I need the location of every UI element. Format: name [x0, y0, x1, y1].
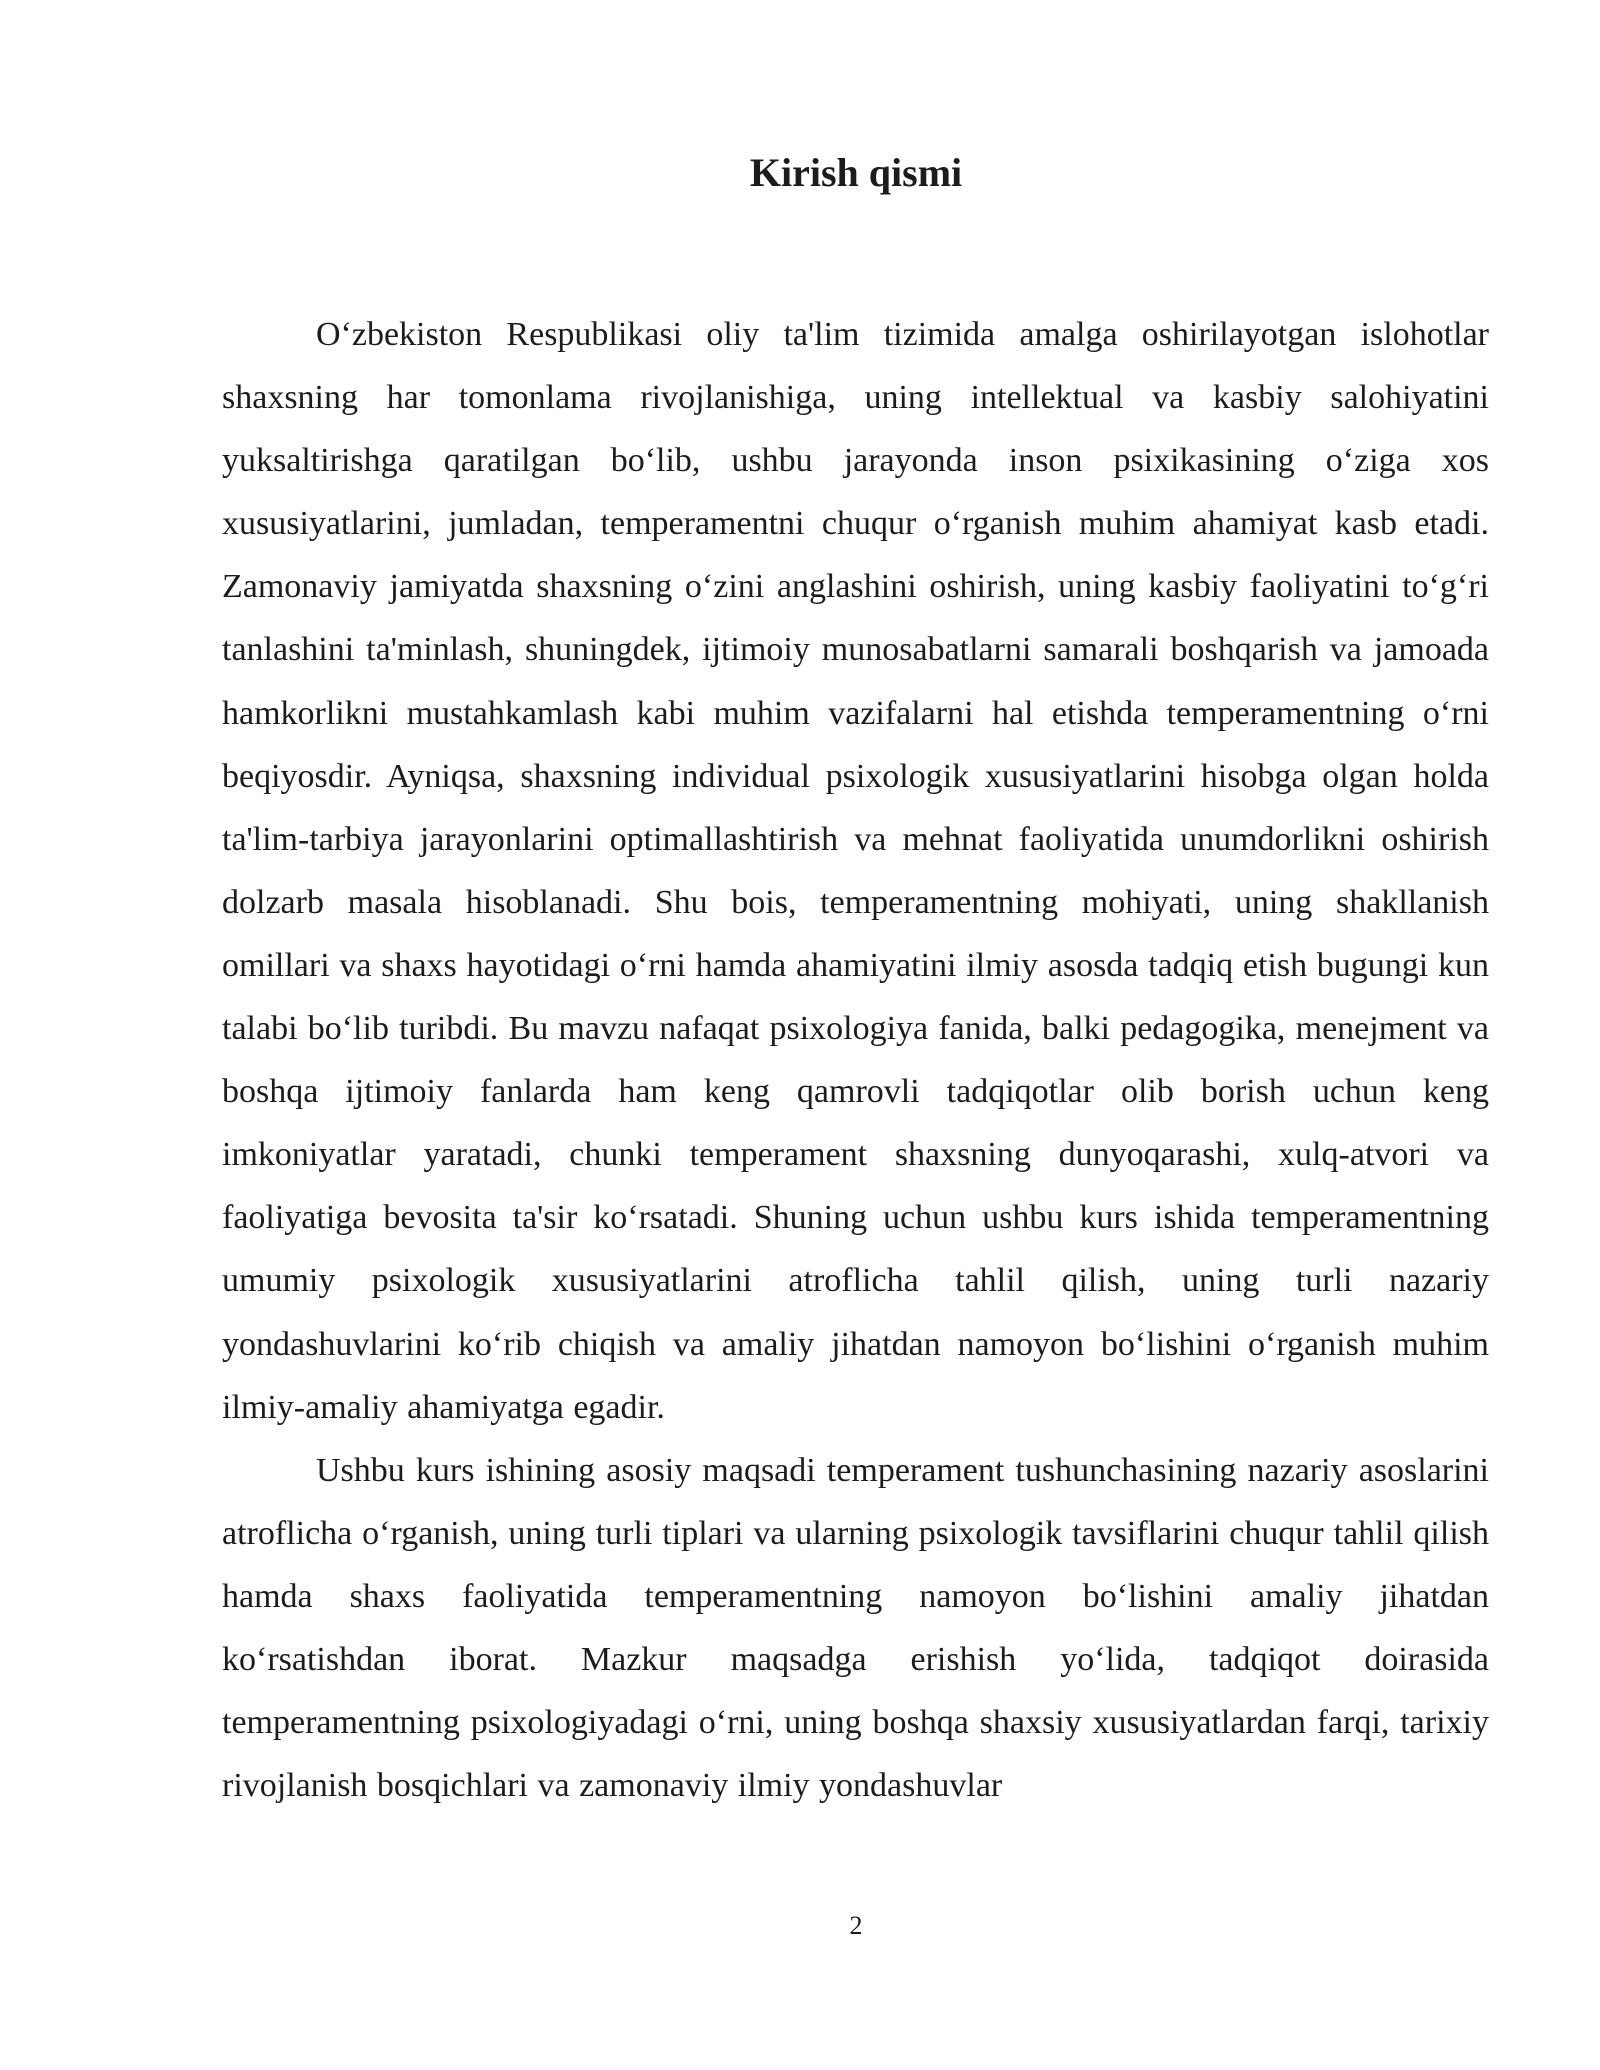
page-title: Kirish qismi: [749, 150, 963, 195]
body-text: [222, 303, 1489, 1817]
paragraph-2: Ushbu kurs ishining asosiy maqsadi temperament tushunchasining nazariy asoslarini atroflicha o‘rganish, uning turli tiplari va ularning psixologik tavsiflarini chuqur tahlil qilish hamda shaxs faoliyatida temperamentning namoyon bo‘lishini amaliy jihatdan ko‘rsatishdan iborat. Mazkur maqsadga erishish yo‘lida, tadqiqot doirasida temperamentning psixologiyadagi o‘rni, uning boshqa shaxsiy xususiyatlardan farqi, tarixiy rivojlanish bosqichlari va zamonaviy ilmiy yondashuvlar: [222, 1451, 1489, 1805]
page-number: 2: [849, 1911, 863, 1940]
paragraph-1: O‘zbekiston Respublikasi oliy ta'lim tizimida amalga oshirilayotgan islohotlar shaxsning har tomonlama rivojlanishiga, uning intellektual va kasbiy salohiyatini yuksaltirishga qaratilgan bo‘lib, ushbu jarayonda inson psixikasining o‘ziga xos xususiyatlarini, jumladan, temperamentni chuqur o‘rganish muhim ahamiyat kasb etadi. Zamonaviy jamiyatda shaxsning o‘zini anglashini oshirish, uning kasbiy faoliyatini to‘g‘ri tanlashini ta'minlash, shuningdek, ijtimoiy munosabatlarni samarali boshqarish va jamoada hamkorlikni mustahkamlash kabi muhim vazifalarni hal etishda temperamentning o‘rni beqiyosdir. Ayniqsa, shaxsning individual psixologik xususiyatlarini hisobga olgan holda ta'lim-tarbiya jarayonlarini optimallashtirish va mehnat faoliyatida unumdorlikni oshirish dolzarb masala hisoblanadi. Shu bois, temperamentning mohiyati, uning shakllanish omillari va shaxs hayotidagi o‘rni hamda ahamiyatini ilmiy asosda tadqiq etish bugungi kun talabi bo‘lib turibdi. Bu mavzu nafaqat psixologiya fanida, balki pedagogika, menejment va boshqa ijtimoiy fanlarda ham keng qamrovli tadqiqotlar olib borish uchun keng imkoniyatlar yaratadi, chunki temperament shaxsning dunyoqarashi, xulq-atvori va faoliyatiga bevosita ta'sir ko‘rsatadi. Shuning uchun ushbu kurs ishida temperamentning umumiy psixologik xususiyatlarini atroflicha tahlil qilish, uning turli nazariy yondashuvlarini ko‘rib chiqish va amaliy jihatdan namoyon bo‘lishini o‘rganish muhim ilmiy-amaliy ahamiyatga egadir.: [222, 316, 1489, 1426]
